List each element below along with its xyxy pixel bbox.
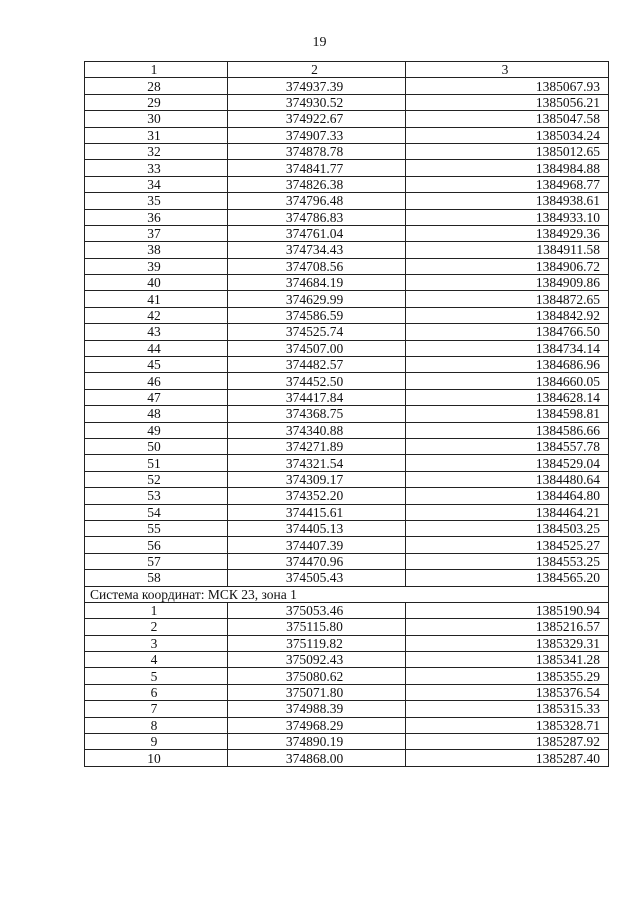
cell-point-number: 3 [85,635,228,651]
cell-y-coordinate: 1384686.96 [406,357,609,373]
table-row [85,488,609,504]
cell-x-coordinate: 375092.43 [228,652,406,668]
cell-y-coordinate: 1384906.72 [406,258,609,274]
table-row [85,209,609,225]
cell-x-coordinate: 374878.78 [228,143,406,159]
table-row [85,225,609,241]
cell-point-number: 1 [85,602,228,618]
section-header-filler [406,586,609,602]
cell-x-coordinate: 374368.75 [228,406,406,422]
table-row [85,438,609,454]
cell-point-number: 53 [85,488,228,504]
cell-point-number: 34 [85,176,228,192]
cell-y-coordinate: 1384553.25 [406,553,609,569]
table-row [85,750,609,766]
page-number: 19 [312,35,327,50]
table-row [85,160,609,176]
cell-point-number: 31 [85,127,228,143]
table-row [85,357,609,373]
section-header-row [85,586,609,602]
cell-y-coordinate: 1384660.05 [406,373,609,389]
cell-x-coordinate: 374309.17 [228,471,406,487]
cell-x-coordinate: 374890.19 [228,734,406,750]
table-header-row [85,62,609,78]
table-row [85,275,609,291]
cell-y-coordinate: 1385287.92 [406,734,609,750]
table-row [85,520,609,536]
table-row [85,652,609,668]
cell-y-coordinate: 1384933.10 [406,209,609,225]
cell-x-coordinate: 374482.57 [228,357,406,373]
cell-x-coordinate: 374922.67 [228,111,406,127]
cell-x-coordinate: 374507.00 [228,340,406,356]
table-row [85,307,609,323]
cell-y-coordinate: 1384929.36 [406,225,609,241]
cell-point-number: 52 [85,471,228,487]
cell-y-coordinate: 1384464.80 [406,488,609,504]
table-row [85,373,609,389]
cell-x-coordinate: 374826.38 [228,176,406,192]
cell-y-coordinate: 1384464.21 [406,504,609,520]
cell-point-number: 33 [85,160,228,176]
cell-x-coordinate: 375080.62 [228,668,406,684]
coordinates-table [84,61,609,767]
cell-point-number: 48 [85,406,228,422]
cell-point-number: 58 [85,570,228,586]
cell-point-number: 8 [85,717,228,733]
cell-x-coordinate: 374470.96 [228,553,406,569]
cell-point-number: 10 [85,750,228,766]
cell-point-number: 41 [85,291,228,307]
cell-x-coordinate: 374988.39 [228,701,406,717]
cell-x-coordinate: 374452.50 [228,373,406,389]
cell-x-coordinate: 375053.46 [228,602,406,618]
cell-y-coordinate: 1384480.64 [406,471,609,487]
cell-point-number: 55 [85,520,228,536]
table-row [85,422,609,438]
cell-y-coordinate: 1385012.65 [406,143,609,159]
cell-x-coordinate: 374868.00 [228,750,406,766]
cell-x-coordinate: 374930.52 [228,94,406,110]
table-row [85,717,609,733]
cell-y-coordinate: 1384628.14 [406,389,609,405]
cell-point-number: 47 [85,389,228,405]
cell-x-coordinate: 374841.77 [228,160,406,176]
cell-x-coordinate: 374586.59 [228,307,406,323]
cell-point-number: 5 [85,668,228,684]
cell-y-coordinate: 1384842.92 [406,307,609,323]
cell-y-coordinate: 1385315.33 [406,701,609,717]
cell-y-coordinate: 1385376.54 [406,684,609,700]
cell-point-number: 57 [85,553,228,569]
cell-y-coordinate: 1385067.93 [406,78,609,94]
table-row [85,602,609,618]
cell-x-coordinate: 374505.43 [228,570,406,586]
cell-point-number: 30 [85,111,228,127]
cell-y-coordinate: 1384734.14 [406,340,609,356]
cell-y-coordinate: 1385329.31 [406,635,609,651]
cell-point-number: 36 [85,209,228,225]
cell-x-coordinate: 374796.48 [228,193,406,209]
cell-x-coordinate: 374629.99 [228,291,406,307]
table-row [85,340,609,356]
cell-point-number: 4 [85,652,228,668]
cell-x-coordinate: 374525.74 [228,324,406,340]
table-row [85,668,609,684]
cell-point-number: 54 [85,504,228,520]
cell-point-number: 38 [85,242,228,258]
cell-x-coordinate: 374321.54 [228,455,406,471]
cell-x-coordinate: 374340.88 [228,422,406,438]
table-row [85,94,609,110]
cell-point-number: 49 [85,422,228,438]
table-row [85,258,609,274]
cell-y-coordinate: 1384872.65 [406,291,609,307]
cell-y-coordinate: 1384529.04 [406,455,609,471]
table-row [85,291,609,307]
cell-y-coordinate: 1384911.58 [406,242,609,258]
table-row [85,78,609,94]
cell-x-coordinate: 374405.13 [228,520,406,536]
cell-y-coordinate: 1384766.50 [406,324,609,340]
table-row [85,734,609,750]
cell-y-coordinate: 1385341.28 [406,652,609,668]
cell-y-coordinate: 1384557.78 [406,438,609,454]
cell-y-coordinate: 1384586.66 [406,422,609,438]
cell-y-coordinate: 1384503.25 [406,520,609,536]
header-cell-x: 2 [228,62,406,78]
cell-x-coordinate: 374417.84 [228,389,406,405]
cell-y-coordinate: 1385047.58 [406,111,609,127]
cell-x-coordinate: 374271.89 [228,438,406,454]
table-row [85,127,609,143]
table-row [85,324,609,340]
table-row [85,406,609,422]
cell-point-number: 51 [85,455,228,471]
cell-point-number: 40 [85,275,228,291]
cell-point-number: 46 [85,373,228,389]
table-row [85,242,609,258]
cell-point-number: 7 [85,701,228,717]
cell-y-coordinate: 1385287.40 [406,750,609,766]
cell-y-coordinate: 1385056.21 [406,94,609,110]
cell-point-number: 45 [85,357,228,373]
cell-y-coordinate: 1385355.29 [406,668,609,684]
table-row [85,455,609,471]
header-cell-point: 1 [85,62,228,78]
cell-y-coordinate: 1384909.86 [406,275,609,291]
table-row [85,504,609,520]
cell-point-number: 37 [85,225,228,241]
cell-y-coordinate: 1385328.71 [406,717,609,733]
cell-point-number: 28 [85,78,228,94]
cell-point-number: 6 [85,684,228,700]
table-row [85,635,609,651]
table-row [85,389,609,405]
table-row [85,471,609,487]
table-row [85,553,609,569]
cell-x-coordinate: 374415.61 [228,504,406,520]
cell-x-coordinate: 374968.29 [228,717,406,733]
cell-y-coordinate: 1385216.57 [406,619,609,635]
cell-y-coordinate: 1384598.81 [406,406,609,422]
cell-y-coordinate: 1384968.77 [406,176,609,192]
cell-point-number: 2 [85,619,228,635]
cell-x-coordinate: 374907.33 [228,127,406,143]
cell-y-coordinate: 1384938.61 [406,193,609,209]
cell-x-coordinate: 375115.80 [228,619,406,635]
cell-point-number: 39 [85,258,228,274]
cell-point-number: 32 [85,143,228,159]
cell-x-coordinate: 374761.04 [228,225,406,241]
table-row [85,701,609,717]
table-row [85,111,609,127]
cell-y-coordinate: 1385034.24 [406,127,609,143]
cell-point-number: 44 [85,340,228,356]
table-row [85,570,609,586]
cell-y-coordinate: 1385190.94 [406,602,609,618]
cell-point-number: 9 [85,734,228,750]
cell-x-coordinate: 374708.56 [228,258,406,274]
cell-point-number: 29 [85,94,228,110]
cell-point-number: 56 [85,537,228,553]
cell-x-coordinate: 375071.80 [228,684,406,700]
header-cell-y: 3 [406,62,609,78]
cell-x-coordinate: 375119.82 [228,635,406,651]
cell-y-coordinate: 1384565.20 [406,570,609,586]
cell-x-coordinate: 374734.43 [228,242,406,258]
cell-x-coordinate: 374407.39 [228,537,406,553]
cell-y-coordinate: 1384984.88 [406,160,609,176]
cell-x-coordinate: 374352.20 [228,488,406,504]
coordinates-table-body [85,62,609,767]
cell-point-number: 35 [85,193,228,209]
cell-x-coordinate: 374684.19 [228,275,406,291]
table-row [85,176,609,192]
table-row [85,193,609,209]
cell-x-coordinate: 374786.83 [228,209,406,225]
cell-x-coordinate: 374937.39 [228,78,406,94]
cell-point-number: 42 [85,307,228,323]
cell-y-coordinate: 1384525.27 [406,537,609,553]
table-row [85,619,609,635]
cell-point-number: 43 [85,324,228,340]
table-row [85,143,609,159]
table-row [85,537,609,553]
cell-point-number: 50 [85,438,228,454]
coordinate-system-label: Система координат: МСК 23, зона 1 [85,586,406,602]
table-row [85,684,609,700]
